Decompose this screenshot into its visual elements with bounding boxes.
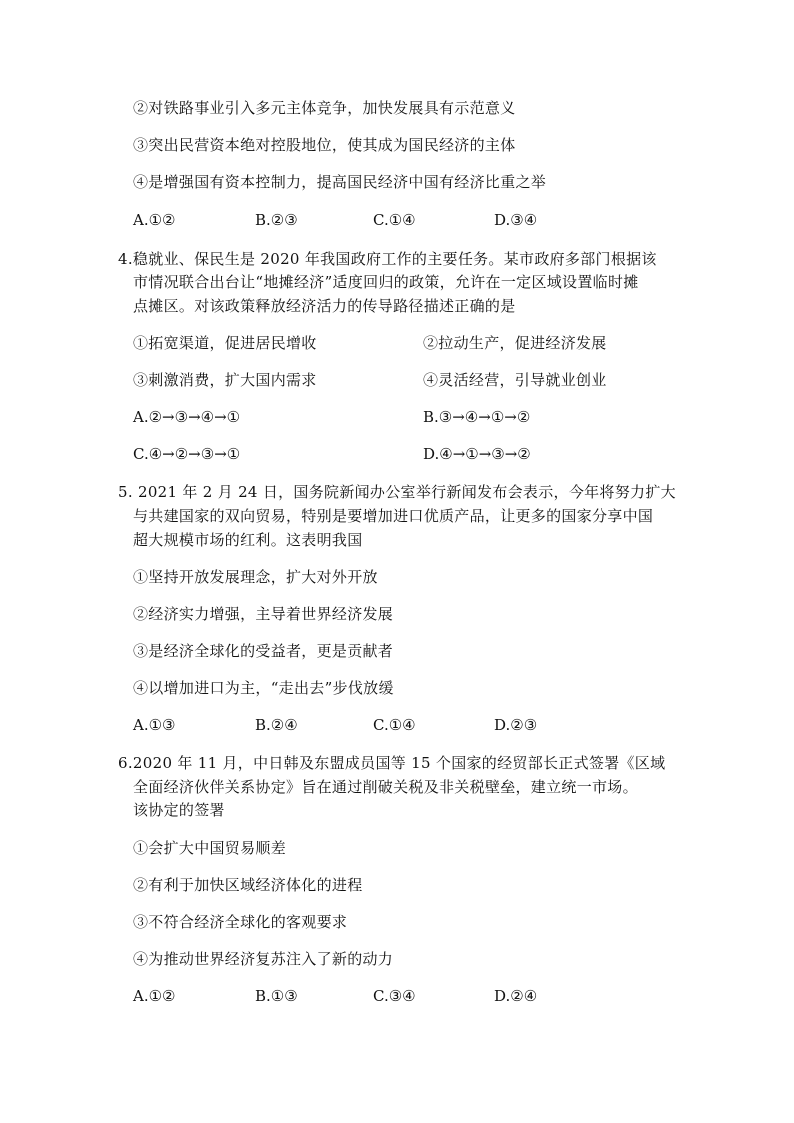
q4-statement-1: ①拓宽渠道，促进居民增收 [133, 334, 317, 352]
q6-stem-line-1: 6.2020 年 11 月，中日韩及东盟成员国等 15 个国家的经贸部长正式签署《区域 [118, 754, 666, 772]
q6-option-d: D.②④ [494, 987, 538, 1005]
q5-statement-2: ②经济实力增强，主导着世界经济发展 [133, 605, 394, 623]
q4-stem-line-3: 点摊区。对该政策释放经济活力的传导路径描述正确的是 [133, 297, 516, 315]
q5-option-a: A.①③ [133, 716, 176, 734]
q5-stem-line-1: 5. 2021 年 2 月 24 日，国务院新闻办公室举行新闻发布会表示，今年将努力扩大 [118, 483, 676, 501]
q4-stem-line-2: 市情况联合出台让“地摊经济”适度回归的政策，允许在一定区域设置临时摊 [133, 273, 639, 291]
q3-statement-4: ④是增强国有资本控制力，提高国民经济中国有经济比重之举 [133, 173, 547, 191]
q4-statement-4: ④灵活经营，引导就业创业 [423, 371, 607, 389]
q5-option-b: B.②④ [255, 716, 298, 734]
q5-stem-line-2: 与共建国家的双向贸易，特别是要增加进口优质产品，让更多的国家分享中国 [133, 507, 654, 525]
q3-option-c: C.①④ [373, 211, 416, 229]
q3-statement-3: ③突出民营资本绝对控股地位，使其成为国民经济的主体 [133, 136, 516, 154]
q5-option-d: D.②③ [494, 716, 538, 734]
q6-statement-4: ④为推动世界经济复苏注入了新的动力 [133, 950, 394, 968]
q5-stem-line-3: 超大规模市场的红利。这表明我国 [133, 531, 363, 549]
q5-statement-3: ③是经济全球化的受益者，更是贡献者 [133, 642, 394, 660]
q6-option-b: B.①③ [255, 987, 298, 1005]
q6-stem-line-2: 全面经济伙伴关系协定》旨在通过削破关税及非关税壁垒，建立统一市场。 [133, 778, 638, 796]
q4-option-a: A.②→③→④→① [133, 408, 241, 426]
q5-option-c: C.①④ [373, 716, 416, 734]
q6-option-a: A.①② [133, 987, 176, 1005]
q4-option-d: D.④→①→③→② [423, 445, 531, 463]
q5-statement-4: ④以增加进口为主，“走出去”步伐放缓 [133, 679, 394, 697]
q6-statement-3: ③不符合经济全球化的客观要求 [133, 913, 348, 931]
q6-option-c: C.③④ [373, 987, 416, 1005]
q4-option-c: C.④→②→③→① [133, 445, 241, 463]
q5-statement-1: ①坚持开放发展理念，扩大对外开放 [133, 568, 378, 586]
q3-statement-2: ②对铁路事业引入多元主体竞争，加快发展具有示范意义 [133, 99, 516, 117]
q3-option-a: A.①② [133, 211, 176, 229]
q3-option-d: D.③④ [494, 211, 538, 229]
q4-stem-line-1: 4.稳就业、保民生是 2020 年我国政府工作的主要任务。某市政府多部门根据该 [118, 250, 657, 268]
q6-stem-line-3: 该协定的签署 [133, 801, 225, 819]
q6-statement-2: ②有利于加快区域经济体化的进程 [133, 876, 363, 894]
q3-option-b: B.②③ [255, 211, 298, 229]
q6-statement-1: ①会扩大中国贸易顺差 [133, 839, 287, 857]
q4-option-b: B.③→④→①→② [423, 408, 531, 426]
q4-statement-2: ②拉动生产，促进经济发展 [423, 334, 607, 352]
q4-statement-3: ③刺激消费，扩大国内需求 [133, 371, 317, 389]
